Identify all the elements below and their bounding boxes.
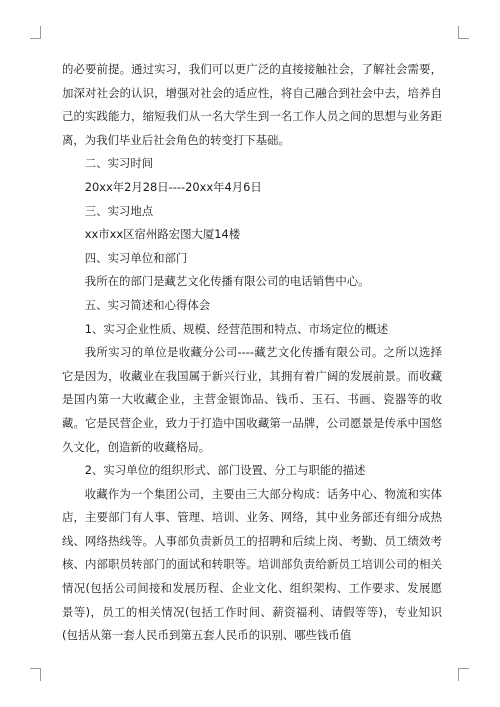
section-heading-summary: 五、实习简述和心得体会 xyxy=(84,297,211,312)
crop-mark-bottom-right xyxy=(458,668,469,681)
subheading-enterprise-overview: 1、实习企业性质、规模、经营范围和特点、市场定位的概述 xyxy=(84,321,389,336)
paragraph-time: 20xx年2月28日----20xx年4月6日 xyxy=(84,179,262,194)
section-heading-unit: 四、实习单位和部门 xyxy=(84,250,188,265)
crop-mark-top-left xyxy=(30,26,41,39)
paragraph-location: xx市xx区宿州路宏图大厦14楼 xyxy=(84,227,241,242)
crop-mark-bottom-left xyxy=(30,668,41,681)
paragraph-enterprise-overview: 我所实习的单位是收藏分公司----藏艺文化传播有限公司。之所以选择它是因为，收藏业在我国属于新兴行业，其拥有着广阔的发展前景。而收藏是国内第一大收藏企业，主营金银饰品、钱币、玉石、书画、瓷器等的收藏。它是民营企业，致力于打造中国收藏第一品牌，公司愿景是传承中国悠久文化，创造新的收藏格局。 xyxy=(62,345,442,454)
document-body xyxy=(62,58,442,648)
paragraph-organization: 收藏作为一个集团公司，主要由三大部分构成：话务中心、物流和实体店，主要部门有人事、管理、培训、业务、网络，其中业务部还有细分成热线、网络热线等。人事部负责新员工的招聘和后续上岗、考勤、员工绩效考核、内部职员转部门的面试和转职等。培训部负责给新员工培训公司的相关情况(包括公司间接和发展历程、企业文化、组织架构、工作要求、发展愿景等)，员工的相关情况(包括工作时间、薪资福利、请假等等)，专业知识(包括从第一套人民币到第五套人民币的识别、哪些钱币值 xyxy=(62,486,442,643)
paragraph-unit: 我所在的部门是藏艺文化传播有限公司的电话销售中心。 xyxy=(84,274,370,289)
paragraph-intro: 的必要前提。通过实习，我们可以更广泛的直接接触社会，了解社会需要，加深对社会的认识，增强对社会的适应性，将自己融合到社会中去，培养自己的实践能力，缩短我们从一名大学生到一名工作人员之间的思想与业务距离，为我们毕业后社会角色的转变打下基础。 xyxy=(62,62,442,147)
section-heading-location: 三、实习地点 xyxy=(84,203,154,218)
section-heading-time: 二、实习时间 xyxy=(84,156,154,171)
subheading-organization: 2、实习单位的组织形式、部门设置、分工与职能的描述 xyxy=(84,463,366,478)
crop-mark-top-right xyxy=(458,26,469,39)
